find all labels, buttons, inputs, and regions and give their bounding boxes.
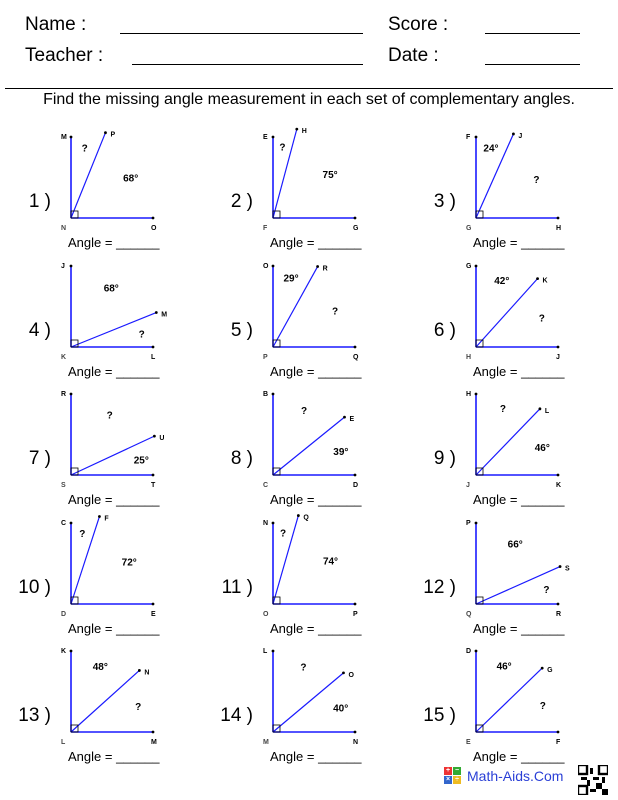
problem-3-label-top: F xyxy=(466,134,471,141)
problem-14-number: 14 ) xyxy=(220,705,253,726)
teacher-label: Teacher : xyxy=(25,45,104,66)
problem-3-upper-angle: 24° xyxy=(483,143,499,155)
problem-3-point xyxy=(557,217,560,220)
problem-1-label-top: M xyxy=(61,134,67,141)
problem-8-lower-angle: 39° xyxy=(333,446,349,458)
problem-1-label-vertex: N xyxy=(61,225,67,232)
problem-12-point xyxy=(557,603,560,606)
problem-8-label-ray: E xyxy=(349,416,355,424)
problem-2-upper-angle: ? xyxy=(279,142,286,154)
problem-6-point xyxy=(536,277,539,280)
problem-2-lower-angle: 75° xyxy=(322,170,338,182)
problem-4-number: 4 ) xyxy=(28,320,51,341)
name-label: Name : xyxy=(25,14,87,35)
problem-8-point xyxy=(272,393,275,396)
problem-12-point xyxy=(475,522,478,525)
problem-4-label-right: L xyxy=(151,354,156,361)
problem-12-point xyxy=(559,565,562,568)
problem-7-label-right: T xyxy=(151,482,156,489)
problem-15-label-ray: G xyxy=(547,667,553,675)
problem-9-point xyxy=(557,474,560,477)
divide-tile: ÷ xyxy=(453,776,461,784)
problem-9-label-ray: L xyxy=(544,407,550,415)
problem-15-middle-ray xyxy=(476,668,542,732)
problem-8-label-top: B xyxy=(263,391,269,398)
problem-13-middle-ray xyxy=(71,670,142,732)
problem-14-label-ray: O xyxy=(348,671,354,679)
problem-13-number: 13 ) xyxy=(18,705,51,726)
problem-5-point xyxy=(272,265,275,268)
problem-1-point xyxy=(152,217,155,220)
problem-4-label-top: J xyxy=(61,263,65,270)
problem-15-number: 15 ) xyxy=(423,705,456,726)
problem-4-point xyxy=(70,265,73,268)
problem-6-answer-blank[interactable]: Angle = ______ xyxy=(473,364,565,379)
score-label: Score : xyxy=(388,14,449,35)
problem-14-point xyxy=(354,731,357,734)
problem-5-lower-angle: ? xyxy=(331,306,339,318)
problem-9-point xyxy=(539,407,542,410)
problem-3-number: 3 ) xyxy=(433,191,456,212)
minus-tile: − xyxy=(454,767,460,774)
problem-2-label-ray: H xyxy=(301,128,307,136)
problem-9-point xyxy=(475,393,478,396)
problem-6-label-right: J xyxy=(556,354,560,361)
problem-15-label-top: D xyxy=(466,648,472,655)
problem-6-point xyxy=(475,265,478,268)
problem-9-lower-angle: 46° xyxy=(534,442,550,454)
problem-6-lower-angle: ? xyxy=(538,313,545,325)
problem-7-point xyxy=(153,435,156,438)
problem-14-upper-angle: ? xyxy=(300,662,307,674)
problem-5-label-vertex: P xyxy=(263,354,268,361)
problem-12-answer-blank[interactable]: Angle = ______ xyxy=(473,621,565,636)
problem-11-lower-angle: 74° xyxy=(322,556,339,568)
problem-2-point xyxy=(272,136,275,139)
problem-13-point xyxy=(152,731,155,734)
problem-12-upper-angle: 66° xyxy=(507,539,523,551)
logo-icon xyxy=(444,767,461,784)
qr-code-icon xyxy=(578,765,608,795)
problem-4-point xyxy=(155,311,158,314)
problem-7-lower-angle: 25° xyxy=(133,455,149,467)
problem-3-label-ray: J xyxy=(518,132,523,140)
problem-7-number: 7 ) xyxy=(28,448,51,469)
problem-3-answer-blank[interactable]: Angle = ______ xyxy=(473,235,565,250)
problem-14-label-vertex: M xyxy=(263,739,269,746)
problem-14-point xyxy=(272,650,275,653)
plus-tile: + xyxy=(445,767,451,774)
problem-13-lower-angle: ? xyxy=(135,702,142,714)
problem-11-point xyxy=(297,514,300,517)
problem-8-answer-blank[interactable]: Angle = ______ xyxy=(270,492,362,507)
problem-2-number: 2 ) xyxy=(230,191,253,212)
problem-1-label-ray: P xyxy=(110,131,116,139)
problem-4-upper-angle: 68° xyxy=(103,283,119,295)
problem-12-label-ray: S xyxy=(565,565,570,573)
problem-7-label-ray: U xyxy=(159,435,165,443)
problem-5-point xyxy=(316,265,319,268)
problem-9-answer-blank[interactable]: Angle = ______ xyxy=(473,492,565,507)
problem-14-point xyxy=(342,671,345,674)
problem-11-point xyxy=(272,522,275,525)
math-aids-logo xyxy=(444,767,563,784)
problem-6-label-top: G xyxy=(466,263,472,270)
problem-4-lower-angle: ? xyxy=(138,329,145,341)
problem-11-label-vertex: O xyxy=(263,611,269,618)
date-label: Date : xyxy=(388,45,439,66)
problem-13-point xyxy=(138,669,141,672)
problem-9-label-vertex: J xyxy=(466,482,470,489)
problem-7-label-vertex: S xyxy=(61,482,66,489)
problem-1-lower-angle: 68° xyxy=(123,173,139,185)
problem-10-upper-angle: ? xyxy=(79,528,86,540)
problem-13-label-vertex: L xyxy=(61,739,66,746)
problem-11-upper-angle: ? xyxy=(279,528,287,540)
problem-4-label-ray: M xyxy=(161,311,168,319)
problem-9-upper-angle: ? xyxy=(499,404,507,416)
problem-12-number: 12 ) xyxy=(423,577,456,598)
problem-14-label-right: N xyxy=(353,739,359,746)
problem-13-point xyxy=(70,650,73,653)
problem-11-answer-blank[interactable]: Angle = ______ xyxy=(270,621,362,636)
problem-11-number: 11 ) xyxy=(221,577,253,598)
problem-7-answer-blank[interactable]: Angle = ______ xyxy=(68,492,160,507)
problem-2-label-right: G xyxy=(353,225,359,232)
problem-11-label-top: N xyxy=(263,520,269,527)
problem-10-answer-blank[interactable]: Angle = ______ xyxy=(68,621,160,636)
problem-5-label-ray: R xyxy=(322,265,328,273)
problem-6-point xyxy=(557,346,560,349)
problem-9-middle-ray xyxy=(476,409,540,475)
problem-13-label-top: K xyxy=(61,648,67,655)
problem-13-label-ray: N xyxy=(144,669,150,677)
problem-8-upper-angle: ? xyxy=(300,406,308,418)
problem-5-label-right: Q xyxy=(353,354,359,361)
logo-text: Math-Aids.Com xyxy=(467,767,564,784)
problem-8-number: 8 ) xyxy=(230,448,253,469)
problem-1-middle-ray xyxy=(71,133,105,218)
problem-7-point xyxy=(152,474,155,477)
problem-3-point xyxy=(475,136,478,139)
problem-13-answer-blank[interactable]: Angle = ______ xyxy=(68,749,160,764)
problem-4-point xyxy=(152,346,155,349)
problem-6-middle-ray xyxy=(476,279,538,347)
problem-1-point xyxy=(70,136,73,139)
problem-15-label-right: F xyxy=(556,739,561,746)
problem-10-label-top: C xyxy=(61,520,67,527)
problem-8-label-right: D xyxy=(353,482,359,489)
problem-15-answer-blank[interactable]: Angle = ______ xyxy=(473,749,565,764)
problem-6-label-vertex: H xyxy=(466,354,472,361)
problem-5-label-top: O xyxy=(263,263,269,270)
problem-9-number: 9 ) xyxy=(433,448,456,469)
problem-3-point xyxy=(512,133,515,136)
problem-3-label-right: H xyxy=(556,225,562,232)
problem-7-upper-angle: ? xyxy=(106,410,113,422)
problem-10-point xyxy=(98,515,101,518)
problem-15-upper-angle: 46° xyxy=(496,661,512,673)
problem-14-label-top: L xyxy=(263,648,268,655)
problem-8-point xyxy=(343,416,346,419)
problem-10-label-vertex: D xyxy=(61,611,67,618)
problem-11-label-right: P xyxy=(353,611,358,618)
problem-14-lower-angle: 40° xyxy=(333,703,349,715)
problem-6-upper-angle: 42° xyxy=(494,275,510,287)
problem-14-answer-blank[interactable]: Angle = ______ xyxy=(270,749,362,764)
problem-15-point xyxy=(475,650,478,653)
problem-1-label-right: O xyxy=(151,225,157,232)
instructions: Find the missing angle measurement in each set of complementary angles. xyxy=(43,91,575,108)
problem-10-label-ray: F xyxy=(104,515,109,523)
problem-5-answer-blank[interactable]: Angle = ______ xyxy=(270,364,362,379)
problem-15-label-vertex: E xyxy=(466,739,471,746)
problem-10-label-right: E xyxy=(151,611,156,618)
problem-3-lower-angle: ? xyxy=(533,174,540,186)
problem-2-point xyxy=(354,217,357,220)
problem-4-answer-blank[interactable]: Angle = ______ xyxy=(68,364,160,379)
problem-1-number: 1 ) xyxy=(28,191,51,212)
problem-8-label-vertex: C xyxy=(263,482,269,489)
times-tile: × xyxy=(445,776,451,783)
problem-1-upper-angle: ? xyxy=(81,143,88,155)
problem-13-label-right: M xyxy=(151,739,157,746)
problem-2-label-vertex: F xyxy=(263,225,268,232)
problem-9-label-top: H xyxy=(466,391,472,398)
problem-5-upper-angle: 29° xyxy=(283,273,299,285)
problem-7-label-top: R xyxy=(61,391,67,398)
problem-1-point xyxy=(104,131,107,134)
problem-8-point xyxy=(354,474,357,477)
problem-15-lower-angle: ? xyxy=(539,701,546,713)
problem-12-label-right: R xyxy=(556,611,562,618)
problem-13-upper-angle: 48° xyxy=(92,662,108,674)
problem-2-point xyxy=(295,128,298,131)
problem-2-label-top: E xyxy=(263,134,268,141)
problem-6-label-ray: K xyxy=(542,277,548,285)
problem-1-answer-blank[interactable]: Angle = ______ xyxy=(68,235,160,250)
problem-15-point xyxy=(541,667,544,670)
problem-10-number: 10 ) xyxy=(18,577,51,598)
problem-4-label-vertex: K xyxy=(61,354,67,361)
problem-3-label-vertex: G xyxy=(466,225,472,232)
problem-11-label-ray: Q xyxy=(303,514,309,522)
problem-12-label-vertex: Q xyxy=(466,611,472,618)
problem-15-point xyxy=(557,731,560,734)
problem-7-point xyxy=(70,393,73,396)
problem-9-label-right: K xyxy=(556,482,562,489)
problem-12-label-top: P xyxy=(466,520,471,527)
problem-5-number: 5 ) xyxy=(230,320,253,341)
problem-10-point xyxy=(152,603,155,606)
problem-10-lower-angle: 72° xyxy=(121,557,137,569)
problem-6-number: 6 ) xyxy=(433,320,456,341)
problem-12-lower-angle: ? xyxy=(543,585,550,597)
problem-2-answer-blank[interactable]: Angle = ______ xyxy=(270,235,362,250)
problem-11-point xyxy=(354,603,357,606)
problem-5-point xyxy=(354,346,357,349)
problem-10-point xyxy=(70,522,73,525)
